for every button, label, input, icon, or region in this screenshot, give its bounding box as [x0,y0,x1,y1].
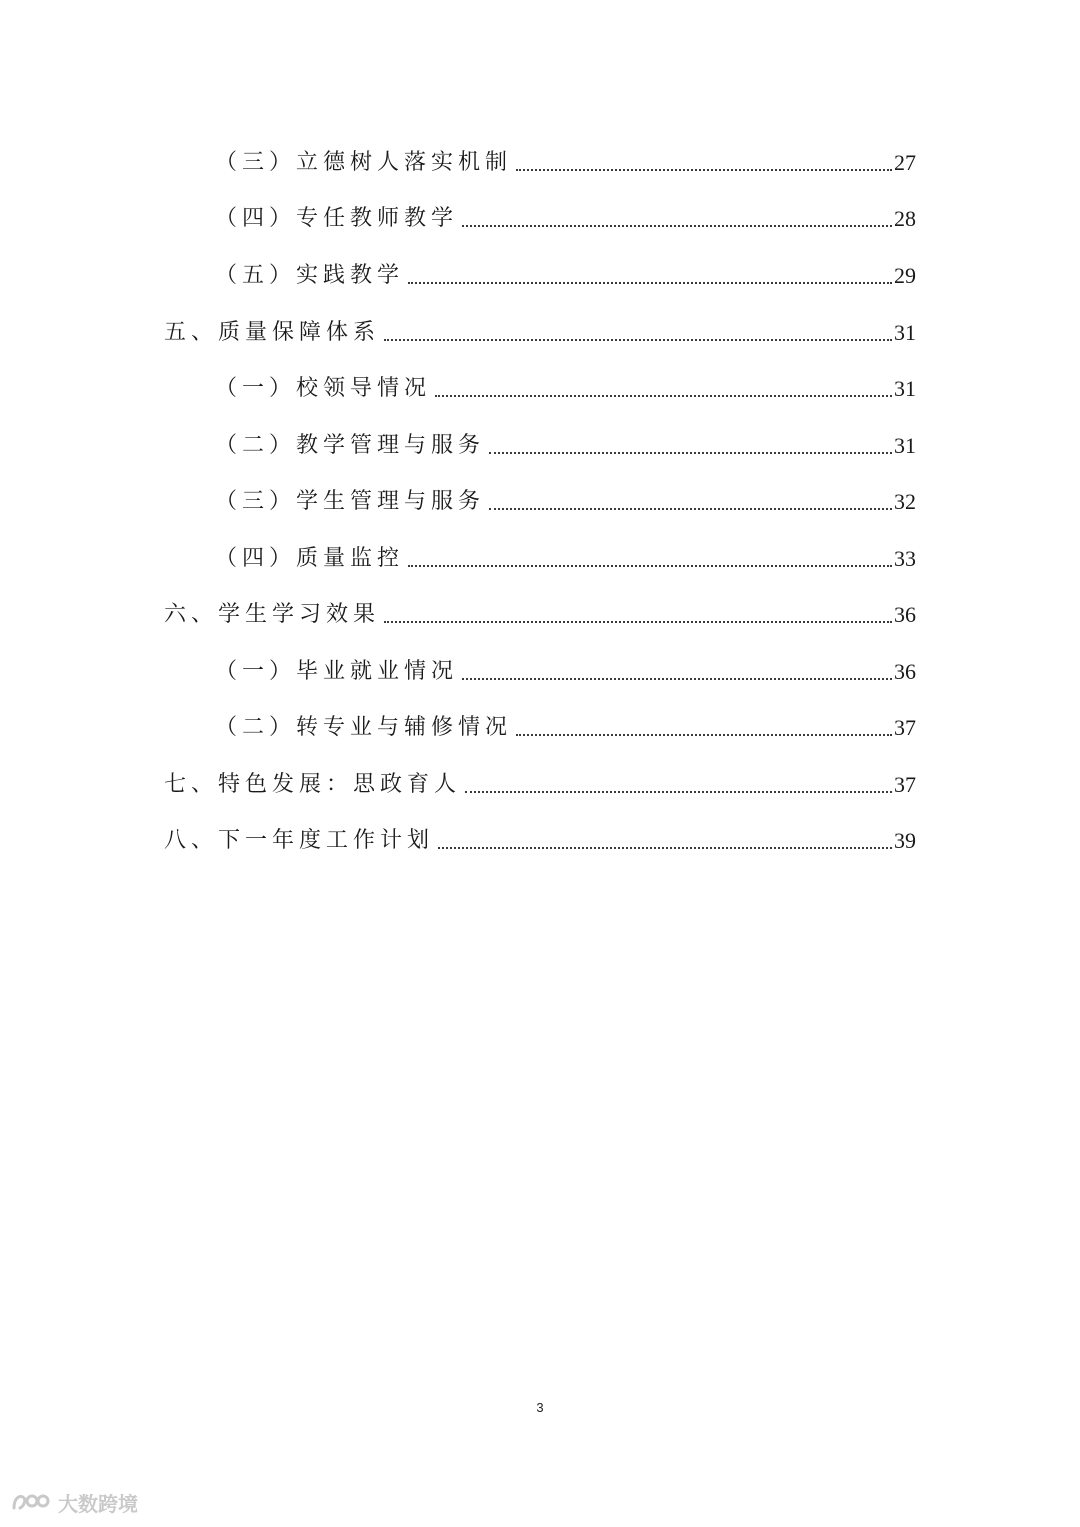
toc-entry[interactable] [164,311,916,347]
watermark [10,1488,138,1517]
watermark-text: 大数跨境 [58,1492,138,1516]
toc-entry-page: 37 [894,715,916,740]
toc-entry[interactable] [164,763,916,799]
toc-entry-page: 37 [894,772,916,797]
toc-entry-title: （二）教学管理与服务 [215,433,486,458]
toc-entry-page: 27 [894,150,916,175]
toc-entry-title: （二）转专业与辅修情况 [215,715,513,740]
toc-dot-leader [462,677,892,680]
toc-entry[interactable] [215,480,916,516]
toc-dot-leader [516,168,892,171]
toc-entry-page: 31 [894,376,916,401]
toc-entry[interactable] [164,593,916,629]
toc-entry-page: 39 [894,828,916,853]
toc-entry-title: （四）专任教师教学 [215,206,459,231]
toc-dot-leader [462,224,892,227]
toc-entry[interactable] [164,819,916,855]
toc-entry-title: （三）学生管理与服务 [215,489,486,514]
toc-dot-leader [435,394,892,397]
toc-entry[interactable] [215,197,916,233]
toc-entry[interactable] [215,424,916,460]
toc-entry-title: （三）立德树人落实机制 [215,150,513,175]
toc-entry-page: 29 [894,263,916,288]
toc-entry-title: （五）实践教学 [215,263,405,288]
toc-entry-page: 36 [894,602,916,627]
toc-entry-page: 36 [894,659,916,684]
toc-dot-leader [438,846,892,849]
toc-entry[interactable] [215,650,916,686]
toc-entry-page: 32 [894,489,916,514]
toc-entry-title: 五、质量保障体系 [164,320,381,345]
toc-entry[interactable] [215,254,916,290]
toc-dot-leader [489,451,892,454]
toc-entry-title: 六、学生学习效果 [164,602,381,627]
toc-dot-leader [384,620,892,623]
toc-entry-title: 七、特色发展：思政育人 [164,772,462,797]
toc-entry-title: （四）质量监控 [215,546,405,571]
toc-entry[interactable] [215,367,916,403]
toc-entry[interactable] [215,706,916,742]
toc-dot-leader [408,564,892,567]
toc-dot-leader [465,790,892,793]
toc-entry-title: （一）校领导情况 [215,376,432,401]
toc-entry[interactable] [215,141,916,177]
page-number: 3 [536,1400,544,1415]
toc-dot-leader [408,281,892,284]
toc-entry[interactable] [215,537,916,573]
toc-dot-leader [384,338,892,341]
toc-entry-page: 33 [894,546,916,571]
toc-entry-page: 31 [894,433,916,458]
toc-dot-leader [489,507,892,510]
toc-dot-leader [516,733,892,736]
brand-logo-icon [10,1490,52,1516]
toc-entry-title: （一）毕业就业情况 [215,659,459,684]
toc-entry-page: 31 [894,320,916,345]
toc-entry-page: 28 [894,206,916,231]
toc-entry-title: 八、下一年度工作计划 [164,828,435,853]
